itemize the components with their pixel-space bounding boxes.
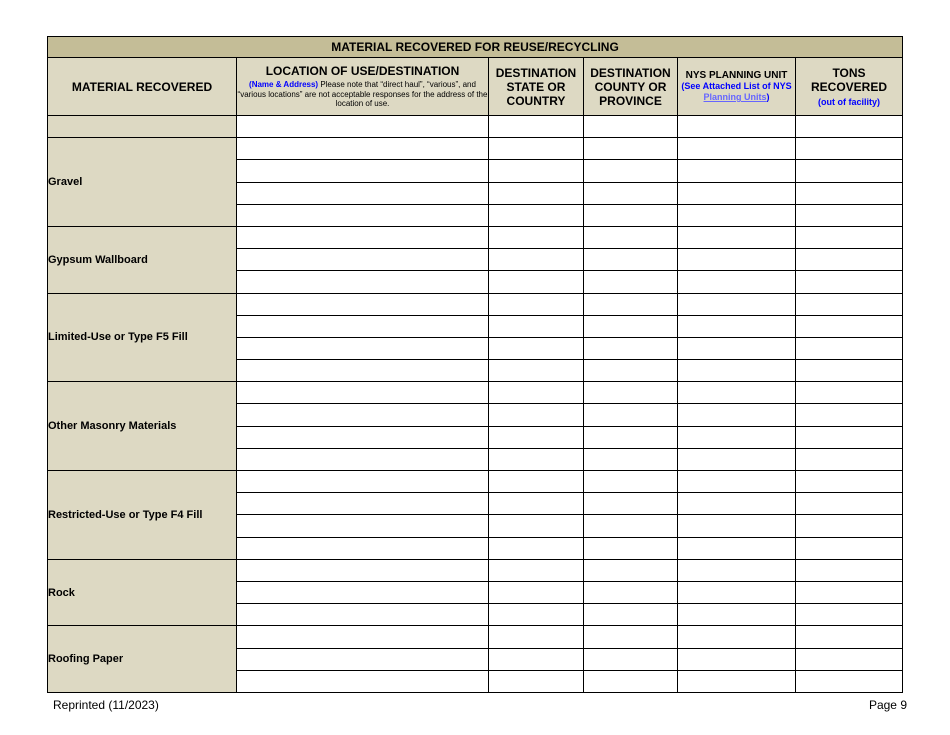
header-material-recovered: MATERIAL RECOVERED: [48, 58, 237, 116]
tons-cell[interactable]: [796, 581, 903, 603]
state-cell[interactable]: [489, 604, 584, 626]
county-cell[interactable]: [584, 471, 678, 493]
planning-unit-cell[interactable]: [678, 226, 796, 248]
location-cell[interactable]: [237, 293, 489, 315]
tons-cell[interactable]: [796, 515, 903, 537]
county-cell[interactable]: [584, 581, 678, 603]
state-cell[interactable]: [489, 138, 584, 160]
header-location-name-address: (Name & Address): [249, 80, 319, 90]
tons-cell[interactable]: [796, 604, 903, 626]
planning-unit-cell[interactable]: [678, 559, 796, 581]
location-cell[interactable]: [237, 471, 489, 493]
planning-unit-cell[interactable]: [678, 182, 796, 204]
state-cell[interactable]: [489, 360, 584, 382]
planning-unit-cell[interactable]: [678, 360, 796, 382]
state-cell[interactable]: [489, 493, 584, 515]
material-label-cell: Other Masonry Materials: [48, 382, 237, 471]
material-label-cell: Restricted-Use or Type F4 Fill: [48, 471, 237, 560]
location-cell[interactable]: [237, 493, 489, 515]
state-cell[interactable]: [489, 648, 584, 670]
location-cell[interactable]: [237, 337, 489, 359]
material-recovered-table: [47, 36, 903, 693]
planning-unit-cell[interactable]: [678, 626, 796, 648]
planning-unit-cell[interactable]: [678, 648, 796, 670]
location-cell[interactable]: [237, 182, 489, 204]
county-cell[interactable]: [584, 293, 678, 315]
table-row: [48, 138, 903, 160]
county-cell[interactable]: [584, 426, 678, 448]
location-cell[interactable]: [237, 604, 489, 626]
table-body: [48, 116, 903, 693]
planning-unit-cell[interactable]: [678, 604, 796, 626]
tons-cell[interactable]: [796, 204, 903, 226]
planning-unit-cell[interactable]: [678, 271, 796, 293]
state-cell[interactable]: [489, 337, 584, 359]
table-row: [48, 116, 903, 138]
page-number: Page 9: [868, 698, 907, 712]
header-location-note: [237, 80, 488, 109]
table-title: MATERIAL RECOVERED FOR REUSE/RECYCLING: [48, 37, 903, 58]
header-planning-unit-title: NYS PLANNING UNIT: [685, 70, 788, 81]
county-cell[interactable]: [584, 204, 678, 226]
planning-unit-cell[interactable]: [678, 249, 796, 271]
location-cell[interactable]: [237, 360, 489, 382]
planning-unit-cell[interactable]: [678, 315, 796, 337]
county-cell[interactable]: [584, 493, 678, 515]
tons-cell[interactable]: [796, 648, 903, 670]
state-cell[interactable]: [489, 537, 584, 559]
location-cell[interactable]: [237, 138, 489, 160]
header-planning-unit: [678, 58, 796, 116]
material-label-cell: Gypsum Wallboard: [48, 226, 237, 293]
header-destination-state: DESTINATION STATE OR COUNTRY: [489, 58, 584, 116]
county-cell[interactable]: [584, 515, 678, 537]
planning-unit-cell[interactable]: [678, 204, 796, 226]
county-cell[interactable]: [584, 670, 678, 692]
location-cell[interactable]: [237, 537, 489, 559]
planning-unit-cell[interactable]: [678, 493, 796, 515]
county-cell[interactable]: [584, 249, 678, 271]
county-cell[interactable]: [584, 315, 678, 337]
county-cell[interactable]: [584, 271, 678, 293]
county-cell[interactable]: [584, 559, 678, 581]
planning-unit-cell[interactable]: [678, 581, 796, 603]
table-row: [48, 293, 903, 315]
state-cell[interactable]: [489, 626, 584, 648]
county-cell[interactable]: [584, 138, 678, 160]
planning-unit-cell[interactable]: [678, 337, 796, 359]
location-cell[interactable]: [237, 315, 489, 337]
state-cell[interactable]: [489, 249, 584, 271]
state-cell[interactable]: [489, 471, 584, 493]
location-cell[interactable]: [237, 515, 489, 537]
location-cell[interactable]: [237, 581, 489, 603]
header-destination-county: DESTINATION COUNTY OR PROVINCE: [584, 58, 678, 116]
county-cell[interactable]: [584, 382, 678, 404]
tons-cell[interactable]: [796, 226, 903, 248]
planning-unit-cell[interactable]: [678, 138, 796, 160]
planning-unit-cell[interactable]: [678, 471, 796, 493]
tons-cell[interactable]: [796, 626, 903, 648]
header-tons-sub: (out of facility): [818, 96, 880, 107]
planning-unit-cell[interactable]: [678, 537, 796, 559]
planning-unit-cell[interactable]: [678, 293, 796, 315]
tons-cell[interactable]: [796, 537, 903, 559]
state-cell[interactable]: [489, 448, 584, 470]
table-row: [48, 226, 903, 248]
table-row: [48, 559, 903, 581]
state-cell[interactable]: [489, 204, 584, 226]
tons-cell[interactable]: [796, 315, 903, 337]
county-cell[interactable]: [584, 337, 678, 359]
location-cell[interactable]: [237, 648, 489, 670]
location-cell[interactable]: [237, 160, 489, 182]
tons-cell[interactable]: [796, 448, 903, 470]
location-cell[interactable]: [237, 559, 489, 581]
tons-cell[interactable]: [796, 559, 903, 581]
table-row: [48, 382, 903, 404]
material-label-cell: Roofing Paper: [48, 626, 237, 693]
location-cell[interactable]: [237, 404, 489, 426]
county-cell[interactable]: [584, 404, 678, 426]
planning-unit-cell[interactable]: [678, 426, 796, 448]
state-cell[interactable]: [489, 182, 584, 204]
planning-unit-cell[interactable]: [678, 382, 796, 404]
tons-cell[interactable]: [796, 293, 903, 315]
location-cell[interactable]: [237, 249, 489, 271]
material-label-cell: [48, 116, 237, 138]
tons-cell[interactable]: [796, 471, 903, 493]
state-cell[interactable]: [489, 271, 584, 293]
planning-unit-cell[interactable]: [678, 515, 796, 537]
header-tons-title: TONS RECOVERED: [811, 65, 888, 94]
county-cell[interactable]: [584, 360, 678, 382]
state-cell[interactable]: [489, 160, 584, 182]
tons-cell[interactable]: [796, 404, 903, 426]
state-cell[interactable]: [489, 293, 584, 315]
county-cell[interactable]: [584, 448, 678, 470]
header-tons-recovered: [796, 58, 903, 116]
tons-cell[interactable]: [796, 160, 903, 182]
state-cell[interactable]: [489, 116, 584, 138]
county-cell[interactable]: [584, 226, 678, 248]
location-cell[interactable]: [237, 116, 489, 138]
tons-cell[interactable]: [796, 249, 903, 271]
reprinted-date: Reprinted (11/2023): [53, 698, 159, 712]
material-label-cell: Gravel: [48, 138, 237, 227]
location-cell[interactable]: [237, 271, 489, 293]
state-cell[interactable]: [489, 226, 584, 248]
planning-unit-cell[interactable]: [678, 404, 796, 426]
state-cell[interactable]: [489, 670, 584, 692]
county-cell[interactable]: [584, 116, 678, 138]
state-cell[interactable]: [489, 581, 584, 603]
planning-unit-cell[interactable]: [678, 116, 796, 138]
location-cell[interactable]: [237, 448, 489, 470]
county-cell[interactable]: [584, 160, 678, 182]
county-cell[interactable]: [584, 626, 678, 648]
county-cell[interactable]: [584, 182, 678, 204]
county-cell[interactable]: [584, 648, 678, 670]
location-cell[interactable]: [237, 226, 489, 248]
tons-cell[interactable]: [796, 116, 903, 138]
tons-cell[interactable]: [796, 382, 903, 404]
planning-unit-cell[interactable]: [678, 448, 796, 470]
tons-cell[interactable]: [796, 360, 903, 382]
header-planning-unit-sub: (See Attached List of NYS Planning Units): [681, 81, 792, 102]
tons-cell[interactable]: [796, 182, 903, 204]
planning-units-link[interactable]: Planning Units: [703, 92, 767, 102]
tons-cell[interactable]: [796, 493, 903, 515]
planning-unit-cell[interactable]: [678, 670, 796, 692]
county-cell[interactable]: [584, 537, 678, 559]
header-location-note-text: Please note that “direct haul”, “various”, and “various locations” are not acceptable responses for the address of the location of use.: [237, 80, 488, 109]
location-cell[interactable]: [237, 426, 489, 448]
location-cell[interactable]: [237, 204, 489, 226]
tons-cell[interactable]: [796, 271, 903, 293]
state-cell[interactable]: [489, 315, 584, 337]
location-cell[interactable]: [237, 382, 489, 404]
county-cell[interactable]: [584, 604, 678, 626]
material-label-cell: Limited-Use or Type F5 Fill: [48, 293, 237, 382]
state-cell[interactable]: [489, 515, 584, 537]
header-location-title: LOCATION OF USE/DESTINATION: [265, 64, 460, 79]
tons-cell[interactable]: [796, 337, 903, 359]
state-cell[interactable]: [489, 404, 584, 426]
table-row: [48, 626, 903, 648]
location-cell[interactable]: [237, 670, 489, 692]
location-cell[interactable]: [237, 626, 489, 648]
table-row: [48, 471, 903, 493]
state-cell[interactable]: [489, 559, 584, 581]
header-location: [237, 58, 489, 116]
state-cell[interactable]: [489, 426, 584, 448]
tons-cell[interactable]: [796, 670, 903, 692]
state-cell[interactable]: [489, 382, 584, 404]
tons-cell[interactable]: [796, 426, 903, 448]
planning-unit-cell[interactable]: [678, 160, 796, 182]
material-label-cell: Rock: [48, 559, 237, 626]
tons-cell[interactable]: [796, 138, 903, 160]
